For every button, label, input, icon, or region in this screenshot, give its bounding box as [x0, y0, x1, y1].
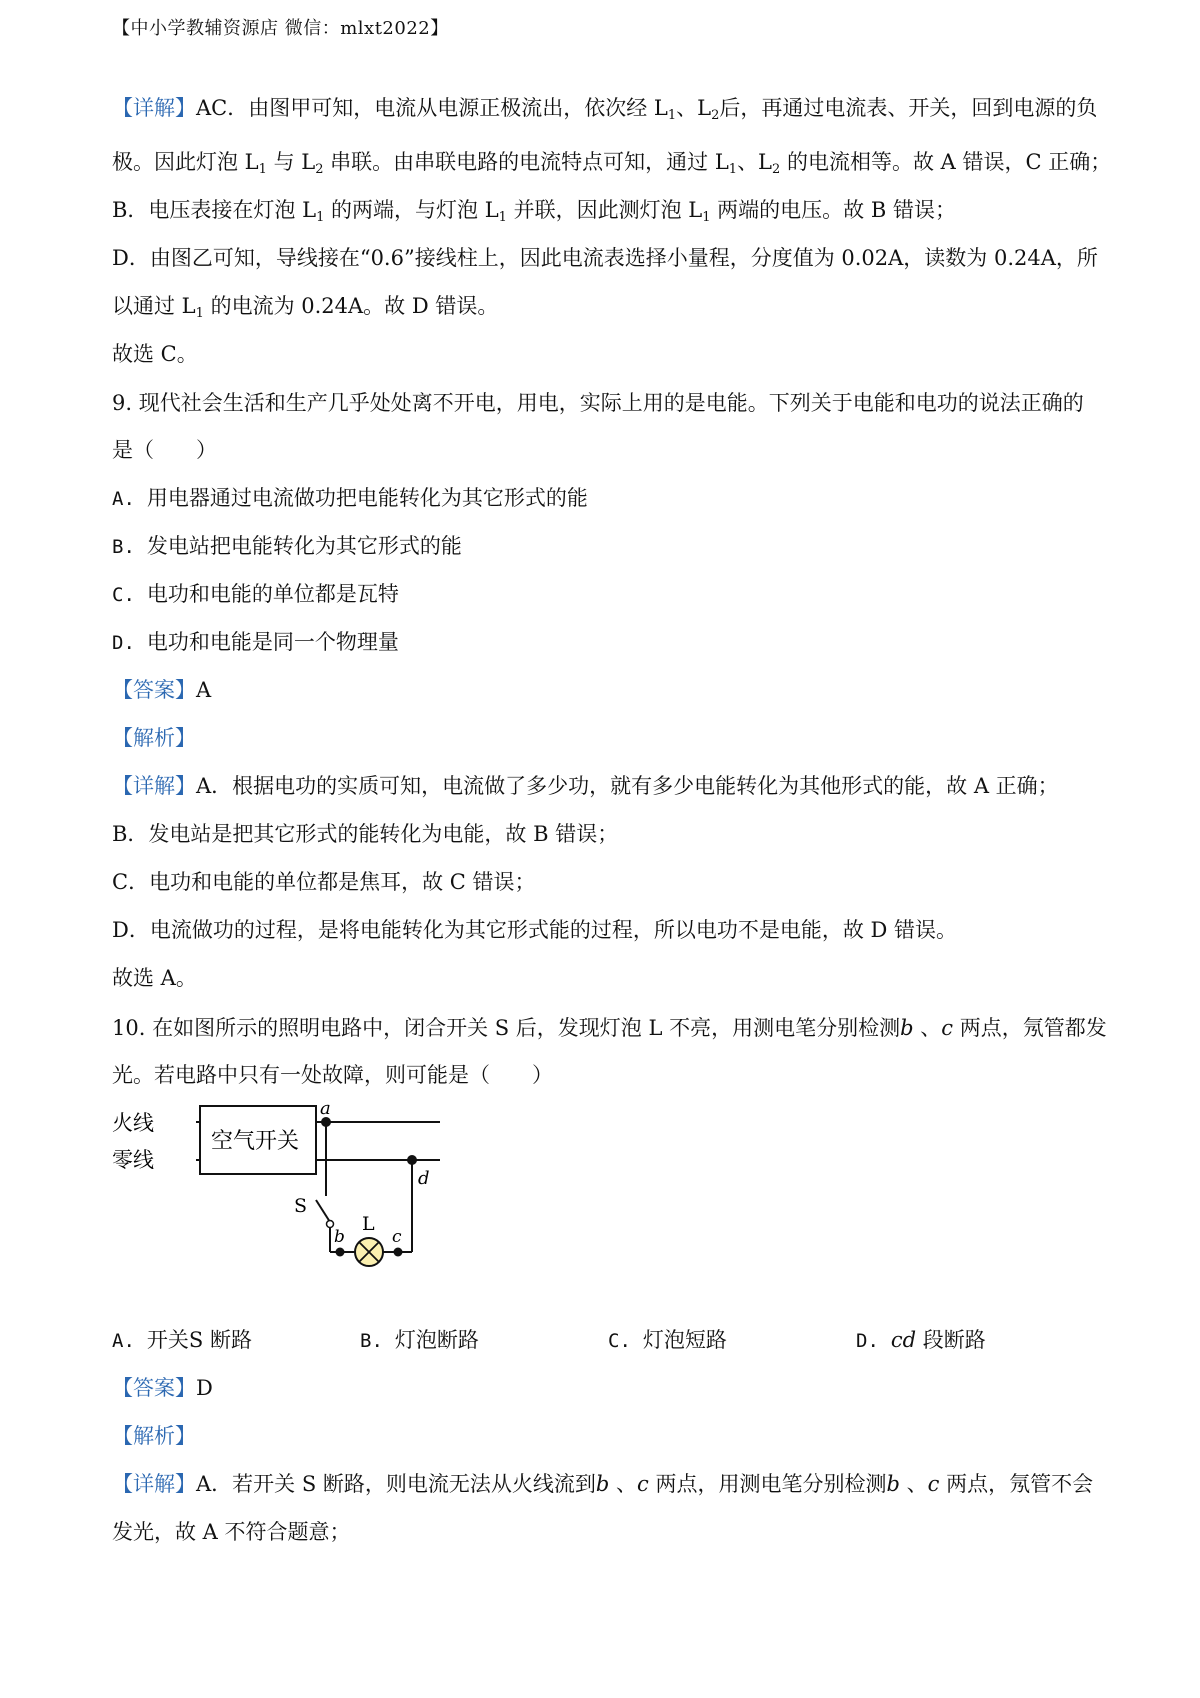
node-d [407, 1155, 417, 1165]
q10-detail-2: 发光，故 A 不符合题意； [112, 1520, 351, 1544]
q9-option-a: A. 用电器通过电流做功把电能转化为其它形式的能 [112, 486, 588, 510]
label-c: c [392, 1227, 402, 1247]
page-header: 【中小学教辅资源店 微信：mlxt2022】 [112, 18, 449, 39]
label-b: b [334, 1227, 345, 1247]
q10-option-b: B. 灯泡断路 [360, 1328, 479, 1352]
q10-option-c: C. 灯泡短路 [608, 1328, 727, 1352]
detail-tag: 【详解】 [112, 96, 196, 120]
q10-options [112, 1322, 1102, 1358]
q9-stem-line-2: 是（ ） [112, 438, 217, 462]
q9-answer: 【答案】A [112, 678, 212, 702]
q9-detail-4: D．电流做功的过程，是将电能转化为其它形式能的过程，所以电功不是电能，故 D 错误。 [112, 918, 958, 942]
q8-detail-line-1: 【详解】AC．由图甲可知，电流从电源正极流出，依次经 $L_1$、$L_2$后，再通过电流表、开关，回到电源的负 [112, 96, 1098, 123]
q10-answer: 【答案】D [112, 1376, 213, 1400]
switch-contact [327, 1221, 334, 1228]
q9-detail-2: B．发电站是把其它形式的能转化为电能，故 B 错误； [112, 822, 619, 846]
neutral-wire-label: 零线 [112, 1148, 154, 1172]
label-s: S [294, 1195, 308, 1217]
switch-s [316, 1200, 330, 1222]
q8-detail-line-4: D．由图乙可知，导线接在“0.6”接线柱上，因此电流表选择小量程，分度值为 0.02A，读数为 0.24A，所 [112, 246, 1098, 270]
q8-detail-line-3: B．电压表接在灯泡 $L_1$ 的两端，与灯泡 $L_1$ 并联，因此测灯泡 $L_1$ 两端的电压。故 B 错误； [112, 198, 956, 225]
q10-stem-line-2: 光。若电路中只有一处故障，则可能是（ ） [112, 1063, 553, 1087]
q9-detail-1: 【详解】A．根据电功的实质可知，电流做了多少功，就有多少电能转化为其他形式的能，故 A 正确； [112, 774, 1059, 798]
label-d: d [418, 1168, 430, 1189]
live-wire-label: 火线 [112, 1111, 154, 1135]
q8-conclusion: 故选 C。 [112, 342, 198, 366]
q9-detail-3: C．电功和电能的单位都是焦耳，故 C 错误； [112, 870, 536, 894]
q10-option-d: D. cd 段断路 [856, 1328, 986, 1352]
q8-detail-line-2: 极。因此灯泡 $L_1$ 与 $L_2$ 串联。由串联电路的电流特点可知，通过 $L_1$、$L_2$ 的电流相等。故 A 错误，C 正确； [112, 150, 1112, 177]
lighting-circuit-diagram [108, 1100, 448, 1280]
q9-analysis-tag: 【解析】 [112, 726, 196, 750]
label-a: a [320, 1100, 331, 1119]
q8-detail-line-5: 以通过 $L_1$ 的电流为 0.24A。故 D 错误。 [112, 294, 499, 321]
q10-option-a: A. 开关S 断路 [112, 1328, 252, 1352]
q10-stem-line-1: 10. 在如图所示的照明电路中，闭合开关 S 后，发现灯泡 L 不亮，用测电笔分别检测b 、c 两点，氖管都发 [112, 1016, 1107, 1040]
q10-detail-1: 【详解】A．若开关 S 断路，则电流无法从火线流到b 、c 两点，用测电笔分别检测b 、c 两点，氖管不会 [112, 1472, 1094, 1496]
label-l: L [362, 1213, 375, 1235]
q9-option-d: D. 电功和电能是同一个物理量 [112, 630, 399, 654]
q10-analysis-tag: 【解析】 [112, 1424, 196, 1448]
q9-option-b: B. 发电站把电能转化为其它形式的能 [112, 534, 462, 558]
air-switch-label: 空气开关 [211, 1129, 300, 1154]
q9-conclusion: 故选 A。 [112, 966, 197, 990]
q9-option-c: C. 电功和电能的单位都是瓦特 [112, 582, 399, 606]
q9-stem-line-1: 9. 现代社会生活和生产几乎处处离不开电，用电，实际上用的是电能。下列关于电能和电功的说法正确的 [112, 391, 1084, 415]
